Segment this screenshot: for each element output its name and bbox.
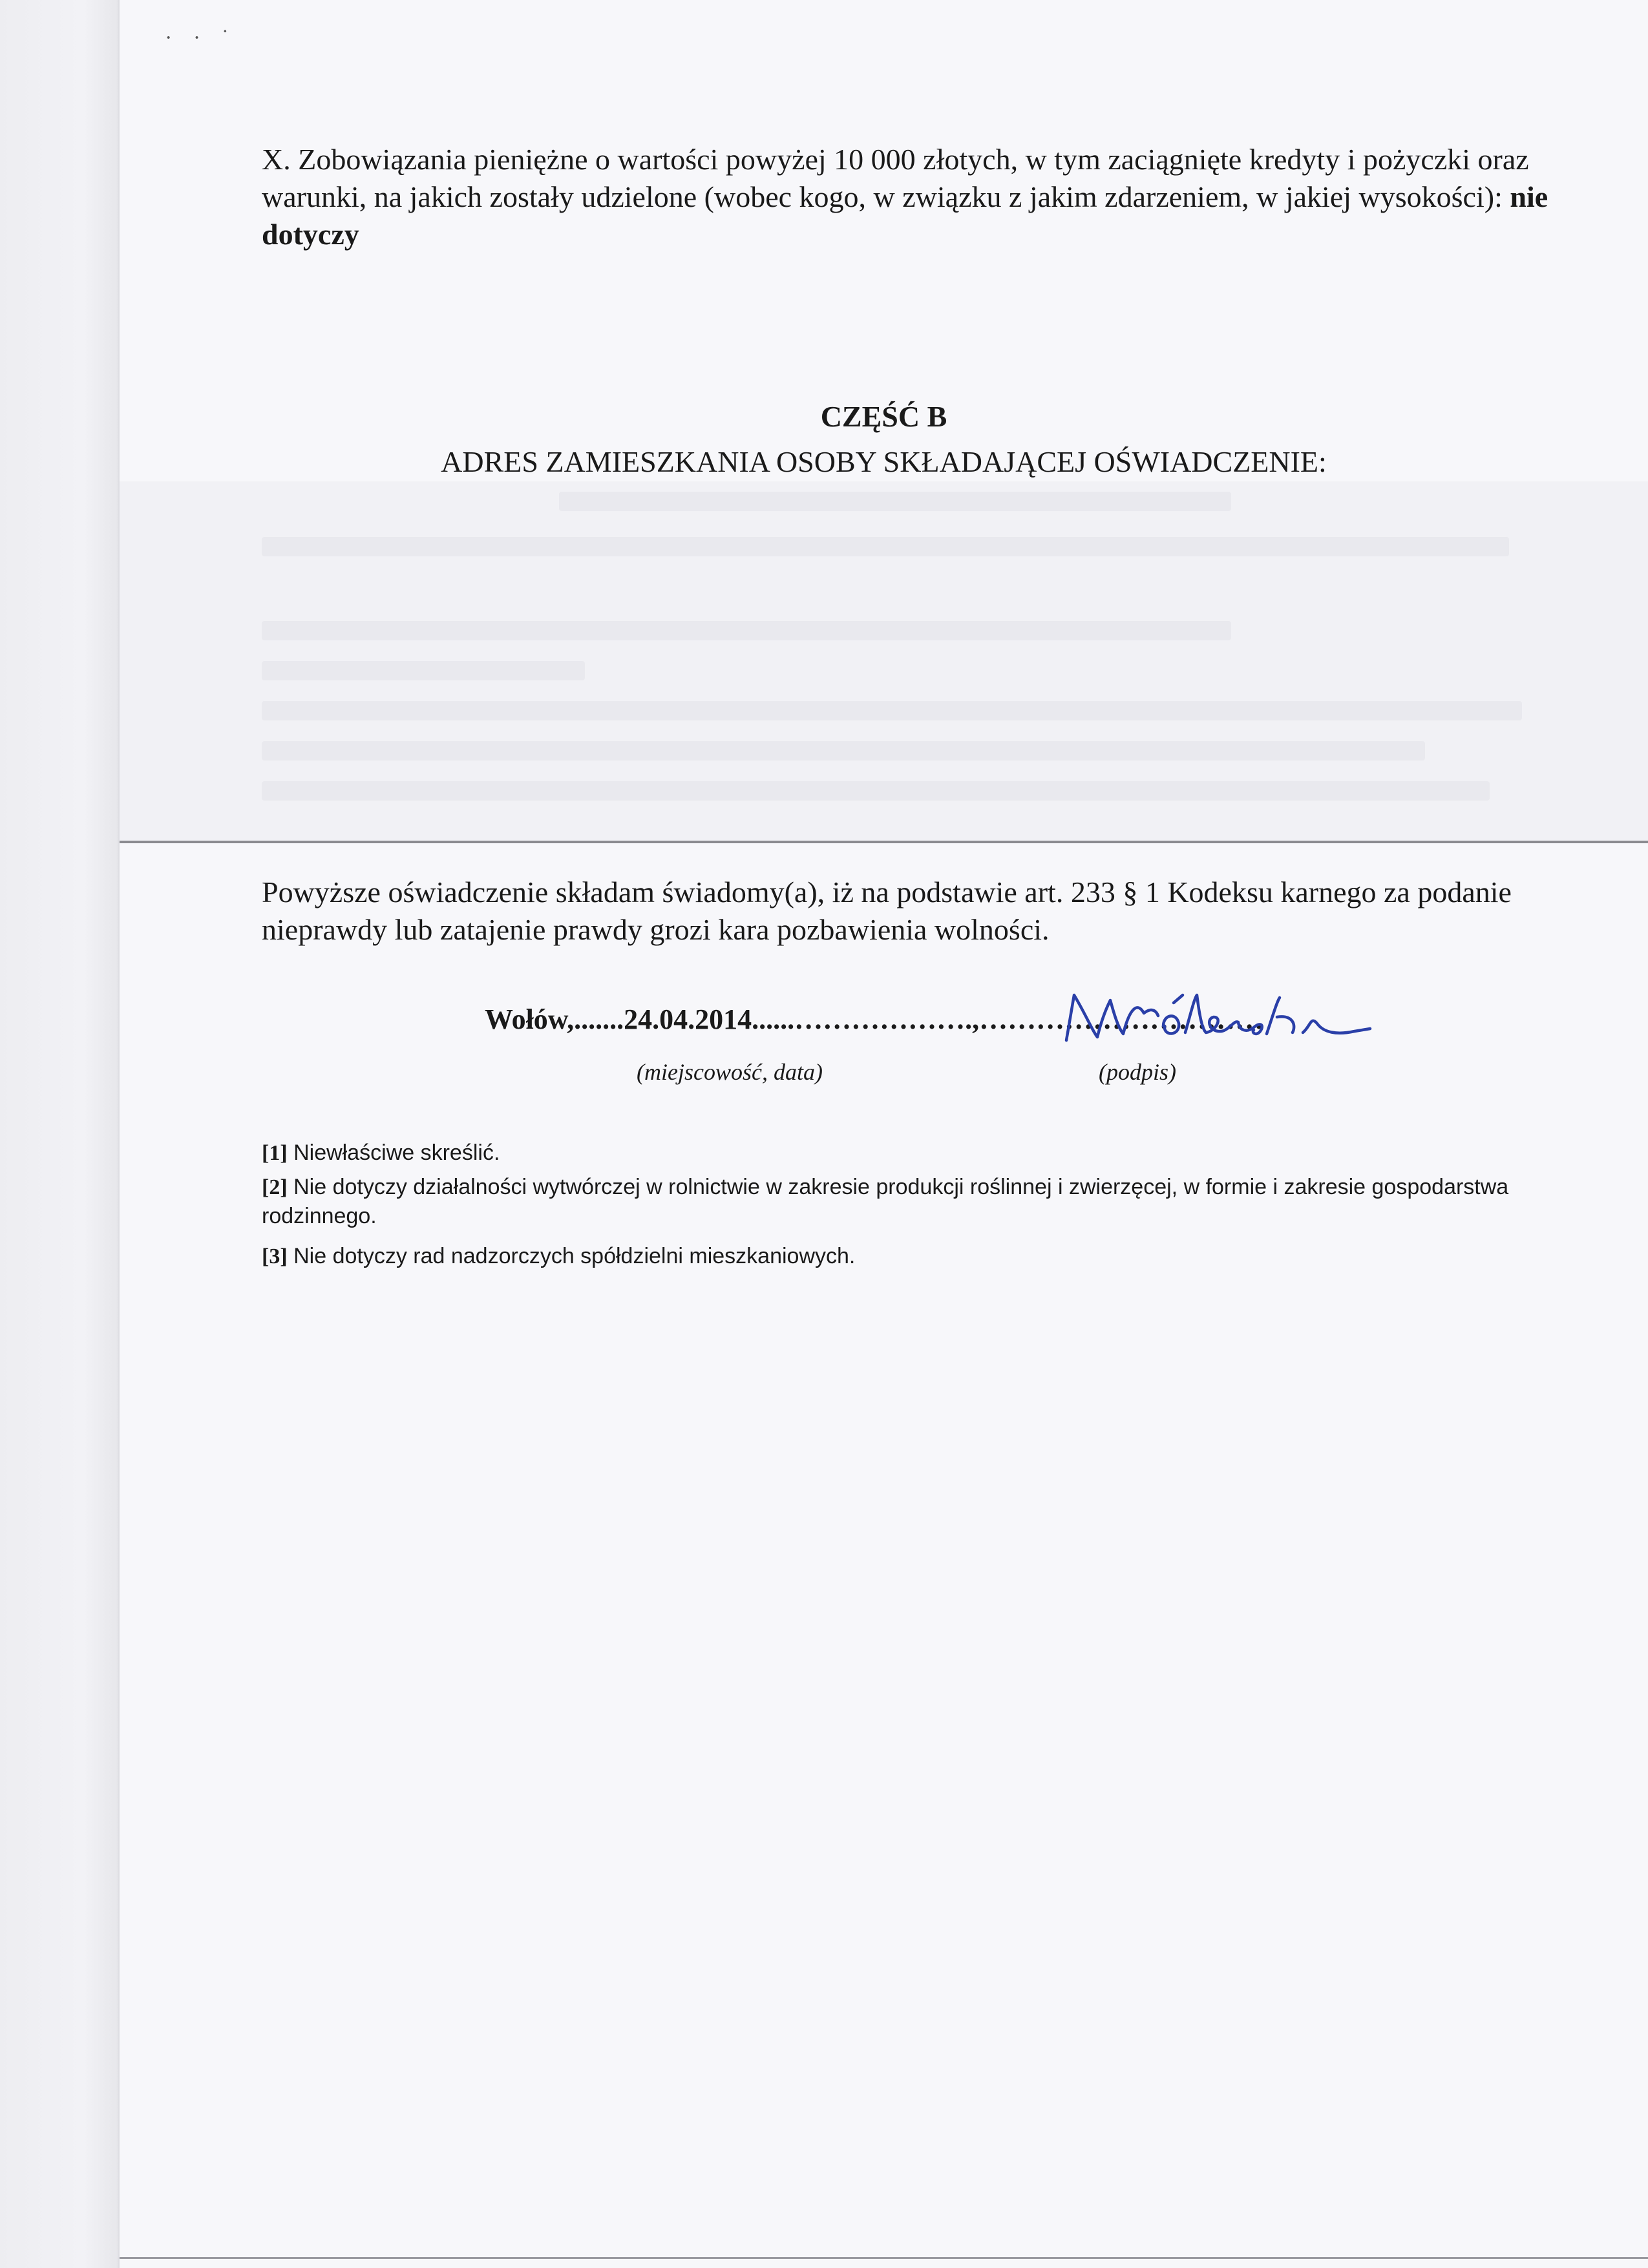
redacted-line (262, 621, 1231, 640)
page-bottom-edge (120, 2257, 1648, 2259)
footnote-1 (262, 1139, 1587, 1168)
redacted-line (262, 661, 585, 680)
redacted-line (262, 537, 1509, 556)
redacted-line (262, 701, 1522, 720)
footnote-2 (262, 1173, 1587, 1230)
redacted-address-area (120, 481, 1648, 843)
footnote-mark: [3] (262, 1244, 288, 1268)
page-fold-line (120, 841, 1648, 843)
footnote-text: Nie dotyczy działalności wytwórczej w rolnictwie w zakresie produkcji roślinnej i zwierzęcej, w formie i zakresie gospodarstwa rodzinnego. (262, 1175, 1509, 1228)
place-date-caption: (miejscowość, data) (637, 1059, 823, 1085)
footnote-mark: [1] (262, 1141, 288, 1165)
declaration-paragraph: Powyższe oświadczenie składam świadomy(a), iż na podstawie art. 233 § 1 Kodeksu karnego za podanie nieprawdy lub zatajenie prawdy grozi kara pozbawienia wolności. (262, 876, 1512, 946)
footnote-text: Nie dotyczy rad nadzorczych spółdzielni mieszkaniowych. (287, 1244, 856, 1268)
footnote-text: Niewłaściwe skreślić. (287, 1140, 500, 1165)
place-date-value: Wołów,.......24.04.2014...... (485, 1003, 795, 1035)
scan-left-margin (0, 0, 120, 2268)
section-x-answer: nie dotyczy (262, 180, 1548, 251)
part-b-heading: CZĘŚĆ B (820, 400, 947, 433)
footnotes-list (262, 1139, 1587, 1271)
part-b-subheading: ADRES ZAMIESZKANIA OSOBY SKŁADAJĄCEJ OŚWIADCZENIE: (441, 445, 1327, 478)
footnote-3 (262, 1242, 1587, 1271)
section-x-text: Zobowiązania pieniężne o wartości powyżej 10 000 złotych, w tym zaciągnięte kredyty i pożyczki oraz warunki, na jakich zostały udzielone (wobec kogo, w związku z jakim zdarzeniem, w jakiej wysokości): (262, 143, 1529, 213)
redacted-line (262, 741, 1425, 761)
handwritten-signature (1047, 969, 1383, 1066)
section-x-label: X. (262, 143, 291, 176)
signature-dots: ……………….,………………………… (794, 1003, 1264, 1035)
footnote-mark: [2] (262, 1175, 288, 1199)
signature-caption: (podpis) (1099, 1059, 1176, 1085)
document-page (120, 0, 1648, 2268)
section-x-paragraph (262, 141, 1580, 253)
redacted-line (262, 781, 1490, 801)
redacted-line (559, 492, 1231, 511)
scan-specks: · · ˙ (165, 26, 237, 50)
